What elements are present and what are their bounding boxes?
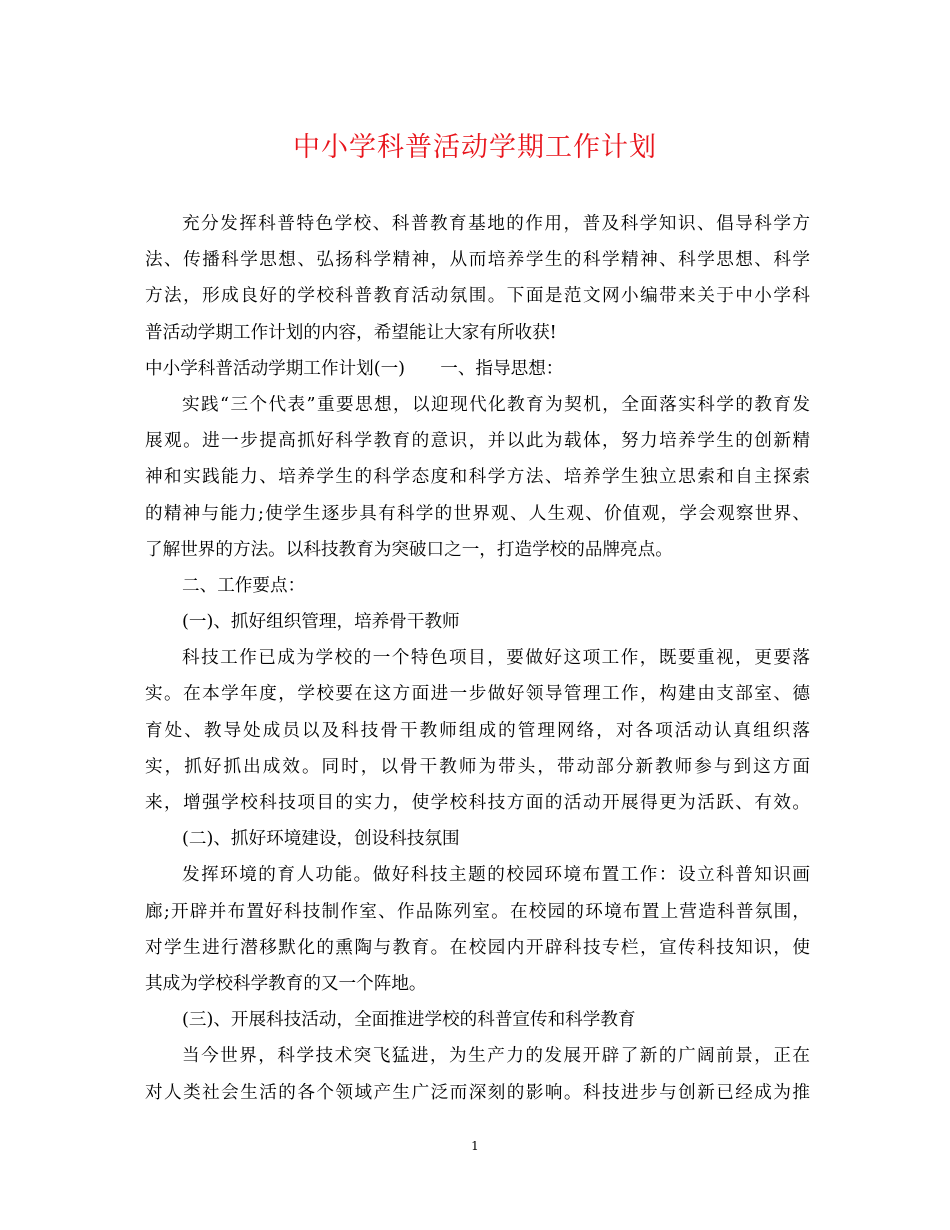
text-line: 展观。进一步提高抓好科学教育的意识，并以此为载体，努力培养学生的创新精 (145, 431, 810, 452)
text-line: 对人类社会生活的各个领域产生广泛而深刻的影响。科技进步与创新已经成为推 (145, 1082, 810, 1103)
text-line: 二、工作要点： (182, 575, 306, 596)
text-line: 发挥环境的育人功能。做好科技主题的校园环境布置工作：设立科普知识画 (182, 865, 810, 886)
text-line: 实，抓好抓出成效。同时，以骨干教师为带头，带动部分新教师参与到这方面 (145, 756, 810, 777)
text-line: 方法，形成良好的学校科普教育活动氛围。下面是范文网小编带来关于中小学科 (145, 286, 810, 307)
text-line: 神和实践能力、培养学生的科学态度和科学方法、培养学生独立思索和自主探索 (145, 467, 810, 488)
text-line: 来，增强学校科技项目的实力，使学校科技方面的活动开展得更为活跃、有效。 (145, 793, 810, 813)
document-body (145, 206, 810, 1111)
text-line: 科技工作已成为学校的一个特色项目，要做好这项工作，既要重视，更要落 (182, 648, 810, 669)
text-line: 充分发挥科普特色学校、科普教育基地的作用，普及科学知识、倡导科学方 (182, 214, 810, 234)
text-line: 法、传播科学思想、弘扬科学精神，从而培养学生的科学精神、科学思想、科学 (145, 250, 810, 271)
text-line: (二)、抓好环境建设，创设科技氛围 (182, 829, 460, 850)
document-title: 中小学科普活动学期工作计划 (293, 132, 657, 163)
text-line: 实践“三个代表”重要思想，以迎现代化教育为契机，全面落实科学的教育发 (182, 394, 810, 415)
text-line: 普活动学期工作计划的内容，希望能让大家有所收获! (145, 322, 557, 343)
text-line: (一)、抓好组织管理，培养骨干教师 (182, 612, 460, 633)
text-line: 了解世界的方法。以科技教育为突破口之一，打造学校的品牌亮点。 (145, 539, 673, 560)
text-line: 当今世界，科学技术突飞猛进，为生产力的发展开辟了新的广阔前景，正在 (182, 1046, 810, 1067)
text-line: (三)、开展科技活动，全面推进学校的科普宣传和科学教育 (182, 1010, 636, 1031)
text-line: 中小学科普活动学期工作计划(一) 一、指导思想： (145, 358, 564, 379)
page-number: 1 (471, 1139, 479, 1153)
text-line: 对学生进行潜移默化的熏陶与教育。在校园内开辟科技专栏，宣传科技知识，使 (145, 937, 810, 958)
text-line: 实。在本学年度，学校要在这方面进一步做好领导管理工作，构建由支部室、德 (145, 684, 810, 705)
text-line: 育处、教导处成员以及科技骨干教师组成的管理网络，对各项活动认真组织落 (145, 720, 810, 741)
text-line: 其成为学校科学教育的又一个阵地。 (145, 973, 427, 994)
text-line: 的精神与能力;使学生逐步具有科学的世界观、人生观、价值观，学会观察世界、 (145, 503, 810, 524)
text-line: 廊;开辟并布置好科技制作室、作品陈列室。在校园的环境布置上营造科普氛围， (145, 901, 810, 922)
